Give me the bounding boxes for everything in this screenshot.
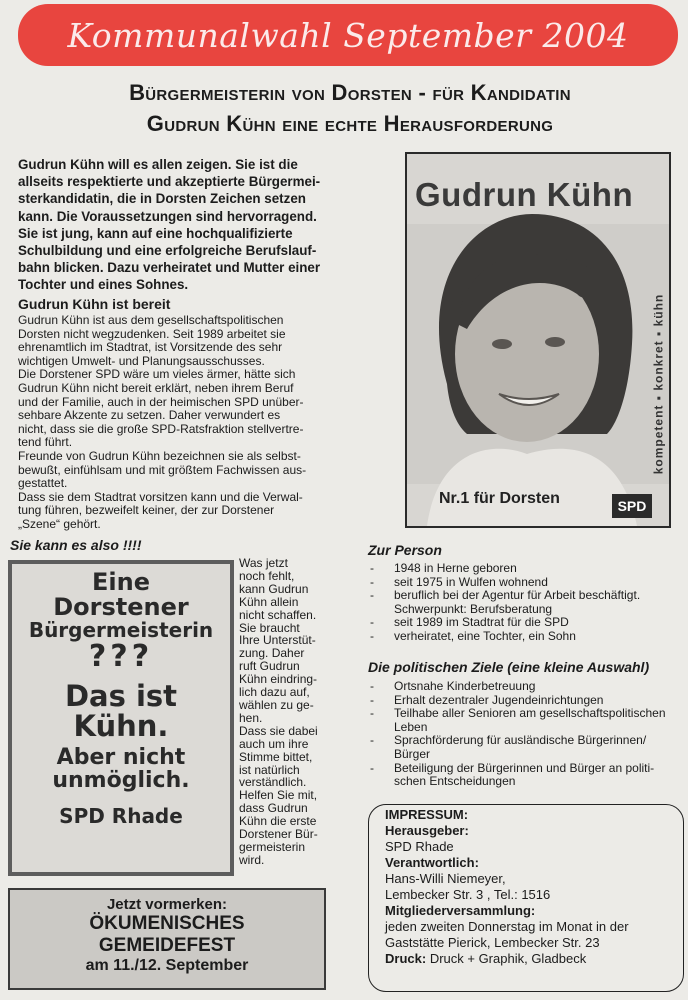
- appeal-line: germeisterin: [239, 839, 306, 854]
- headline-line-2: Gudrun Kühn eine echte Herausforderung: [146, 111, 554, 136]
- poster-line: Aber nicht: [56, 744, 186, 770]
- ziele-title: Die politischen Ziele (eine kleine Auswahl): [368, 659, 650, 675]
- appeal-line: ist natürlich: [239, 762, 300, 777]
- body-line: Freunde von Gudrun Kühn bezeichnen sie als selbst-: [18, 448, 301, 463]
- lead-line: sterkandidatin, die in Dorsten Zeichen setzen: [18, 191, 306, 207]
- verantwortlich-name: Hans-Willi Niemeyer,: [385, 871, 506, 886]
- appeal-line: kann Gudrun: [239, 581, 309, 596]
- body-line: und der Familie, auch in der heimischen SPD unüber-: [18, 394, 304, 409]
- mv-label: Mitgliederversammlung:: [385, 903, 536, 918]
- impressum-box: [368, 804, 684, 992]
- appeal-line: Ihre Unterstüt-: [239, 633, 316, 648]
- poster-line: SPD Rhade: [59, 803, 183, 828]
- druck-value: Druck + Graphik, Gladbeck: [429, 951, 587, 966]
- appeal-line: Kühn allein: [239, 594, 299, 609]
- gemeindefest-box: [8, 888, 326, 990]
- verantwortlich-address: Lembecker Str. 3 , Tel.: 1516: [385, 887, 551, 902]
- poster-line: ???: [88, 639, 154, 675]
- lead-paragraph: [18, 156, 378, 294]
- body-line: Dass sie dem Stadtrat vorsitzen kann und die Verwal-: [18, 489, 303, 504]
- list-item: - seit 1975 in Wulfen wohnend: [368, 576, 684, 590]
- poster-sheet: [12, 564, 230, 872]
- body-line: gestattet.: [18, 476, 68, 491]
- appeal-line: Sie braucht: [239, 620, 300, 635]
- photo-slogan-text: kompetent ▪ konkret ▪ kühn: [651, 293, 665, 475]
- lead-line: Sie ist jung, kann auf eine hochqualifizierte: [18, 225, 293, 241]
- appeal-line: Kühn die erste: [239, 814, 317, 829]
- appeal-line: zung. Daher: [239, 646, 305, 661]
- appeal-line: Kühn eindring-: [239, 672, 318, 687]
- fest-line: am 11./12. September: [85, 957, 249, 974]
- impressum-title: IMPRESSUM:: [385, 807, 469, 822]
- section-bereit-title: Gudrun Kühn ist bereit: [18, 296, 171, 312]
- lead-line: Gudrun Kühn will es allen zeigen. Sie ist die: [18, 157, 298, 172]
- list-item: - Sprachförderung für ausländische Bürgerinnen/ Bürger: [368, 734, 684, 761]
- body-line: ehrenamtlich im Stadtrat, ist Vorsitzende des sehr: [18, 340, 283, 355]
- appeal-line: Dorstener Bür-: [239, 827, 318, 842]
- list-item: - Teilhabe aller Senioren am gesellschaftspolitischen Leben: [368, 707, 684, 734]
- herausgeber-value: SPD Rhade: [385, 839, 454, 854]
- appeal-line: noch fehlt,: [239, 568, 295, 583]
- poster-line: Kühn.: [73, 709, 169, 744]
- poster-line: Dorstener: [53, 593, 189, 622]
- body-line: tung führen, bezweifelt keiner, der zur Dorstener: [18, 503, 275, 518]
- lead-line: allseits respektierte und akzeptierte Bürgermei-: [18, 174, 321, 190]
- poster-line: Eine: [92, 568, 150, 596]
- poster-line: unmöglich.: [52, 767, 190, 793]
- appeal-line: wählen zu ge-: [239, 697, 314, 712]
- portrait-illustration: [407, 154, 669, 526]
- verantwortlich-label: Verantwortlich:: [385, 855, 479, 870]
- section-also-title: Sie kann es also !!!!: [10, 537, 142, 553]
- body-line: tend führt.: [18, 435, 73, 450]
- list-item: - Ortsnahe Kinderbetreuung: [368, 680, 684, 694]
- lead-line: Tochter und eines Sohnes.: [18, 277, 189, 293]
- fest-line: ÖKUMENISCHES: [89, 913, 245, 934]
- appeal-line: nicht schaffen.: [239, 607, 317, 622]
- fest-line: GEMEIDEFEST: [98, 935, 236, 956]
- body-line: bewußt, einfühlsam und mit größtem Fachwissen aus-: [18, 462, 307, 477]
- candidate-photo: [405, 152, 671, 528]
- appeal-line: Helfen Sie mit,: [239, 788, 318, 803]
- title-banner: [18, 4, 678, 66]
- body-line: „Szene“ gehört.: [18, 516, 101, 531]
- headline-line-1: Bürgermeisterin von Dorsten - für Kandidatin: [129, 80, 571, 105]
- ziele-list: [368, 680, 684, 789]
- poster-line: Bürgermeisterin: [28, 618, 214, 643]
- appeal-line: Stimme bittet,: [239, 749, 313, 764]
- list-item: - seit 1989 im Stadtrat für die SPD: [368, 616, 684, 630]
- appeal-line: Was jetzt: [239, 556, 288, 570]
- body-line: Dorsten nicht wegzudenken. Seit 1989 arbeitet sie: [18, 326, 286, 341]
- appeal-line: dass Gudrun: [239, 801, 308, 816]
- list-item: - 1948 in Herne geboren: [368, 562, 684, 576]
- zur-person-list: [368, 562, 684, 644]
- list-item: - Erhalt dezentraler Jugendeinrichtungen: [368, 694, 684, 708]
- banner-title: Kommunalwahl September 2004: [67, 15, 629, 55]
- appeal-line: auch um ihre: [239, 736, 309, 751]
- body-line: Gudrun Kühn nicht bereit erklärt, neben ihrem Beruf: [18, 380, 294, 395]
- appeal-line: wird.: [239, 852, 265, 867]
- list-item: - Beteiligung der Bürgerinnen und Bürger an politi- schen Entscheidungen: [368, 762, 684, 789]
- appeal-line: Dass sie dabei: [239, 723, 318, 738]
- list-item: - beruflich bei der Agentur für Arbeit beschäftigt. Schwerpunkt: Berufsberatung: [368, 589, 684, 616]
- photo-footer: Nr.1 für Dorsten: [439, 490, 560, 507]
- lead-line: Schulbildung und eine erfolgreiche Berufslauf-: [18, 243, 317, 259]
- mv-line: jeden zweiten Donnerstag im Monat in der: [385, 919, 629, 934]
- spd-logo: SPD: [612, 494, 652, 518]
- body-line: wichtigen Umwelt- und Planungsausschusses.: [18, 353, 265, 368]
- body-line: Die Dorstener SPD wäre um vieles ärmer, hätte sich: [18, 367, 296, 382]
- herausgeber-label: Herausgeber:: [385, 823, 469, 838]
- photo-name: Gudrun Kühn: [415, 176, 634, 213]
- druck-label: Druck:: [385, 951, 427, 966]
- mv-line: Gaststätte Pierick, Lembecker Str. 23: [385, 935, 600, 950]
- section-bereit-body: [18, 314, 388, 532]
- lead-line: kann. Die Voraussetzungen sind hervorragend.: [18, 208, 317, 224]
- poster-line: Das ist: [64, 678, 178, 713]
- lead-line: bahn blicken. Dazu verheiratet und Mutter einer: [18, 260, 321, 276]
- appeal-column: [239, 557, 359, 867]
- zur-person-title: Zur Person: [368, 542, 442, 558]
- body-line: sehbare Akzente zu setzen. Daher verwundert es: [18, 408, 281, 423]
- handwritten-poster: [8, 560, 234, 876]
- appeal-line: ruft Gudrun: [239, 659, 300, 674]
- fest-line: Jetzt vormerken:: [106, 896, 228, 913]
- list-item: - verheiratet, eine Tochter, ein Sohn: [368, 630, 684, 644]
- body-line: nicht, dass sie die große SPD-Ratsfraktion stellvertre-: [18, 421, 304, 436]
- appeal-line: hen.: [239, 710, 263, 725]
- appeal-line: lich dazu auf,: [239, 685, 310, 700]
- appeal-line: verständlich.: [239, 775, 307, 790]
- body-line: Gudrun Kühn ist aus dem gesellschaftspolitischen: [18, 313, 284, 327]
- photo-slogan: [649, 234, 667, 528]
- druck-row: [385, 951, 673, 967]
